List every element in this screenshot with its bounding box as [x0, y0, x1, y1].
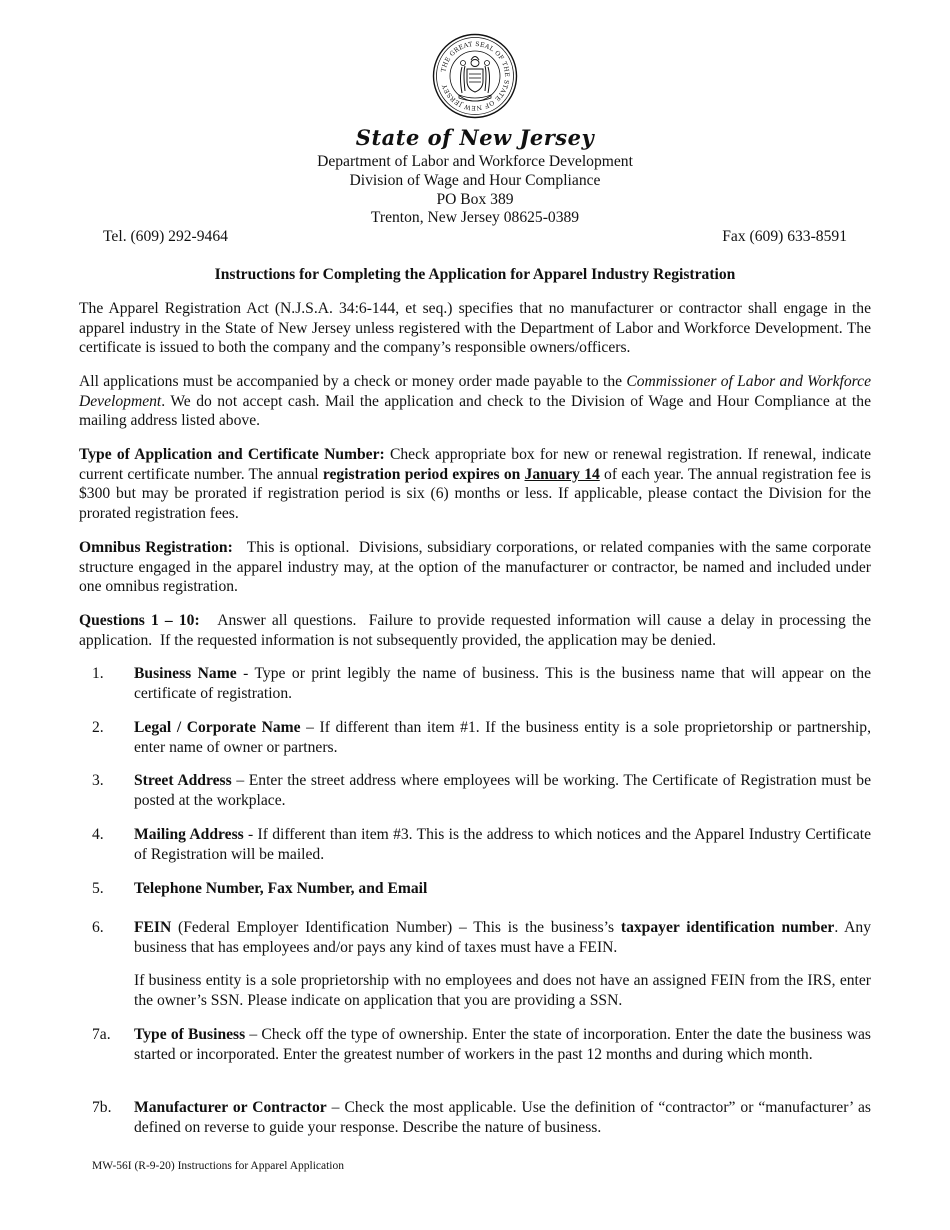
application-type-heading: Type of Application and Certificate Number:	[79, 446, 385, 463]
telephone-number: Tel. (609) 292-9464	[103, 228, 228, 245]
state-seal-icon	[432, 33, 518, 119]
application-type-text-b: of each year. The annual registration fee is $300 but may be prorated if registration period is six (6) months or less. If applicable, please contact the Division for the prorated registration fees.	[79, 465, 871, 522]
item-number: 7b.	[92, 1099, 112, 1116]
questions-text: Answer all questions. Failure to provide requested information will cause a delay in processing the application. If the requested information is not subsequently provided, the application may be denied.	[79, 612, 875, 649]
item-number: 2.	[92, 719, 104, 736]
intro-paragraph	[79, 299, 871, 358]
item-text: – Check off the type of ownership. Enter the state of incorporation. Enter the date the business was started or incorporated. Enter the greatest number of workers in the past 12 months and during which month.	[134, 1026, 871, 1063]
form-footer: MW-56I (R-9-20) Instructions for Apparel Application	[92, 1160, 344, 1172]
item-text: - If different than item #3. This is the address to which notices and the Apparel Industry Certificate of Registration will be mailed.	[134, 826, 871, 863]
intro-text: The Apparel Registration Act (N.J.S.A. 34:6-144, et seq.) specifies that no manufacturer or contractor shall engage in the apparel industry in the State of New Jersey unless registered with the Department of Labor and Workforce Development. The certificate is issued to both the company and the company’s responsible owners/officers.	[79, 300, 871, 357]
item-text: - Type or print legibly the name of business. This is the business name that will appear on the certificate of registration.	[134, 665, 871, 702]
item-text: – Enter the street address where employees will be working. The Certificate of Registration must be posted at the workplace.	[134, 772, 871, 809]
fax-number: Fax (609) 633-8591	[722, 228, 847, 245]
item-text: If business entity is a sole proprietorship with no employees and does not have an assigned FEIN from the IRS, enter the owner’s SSN. Please indicate on application that you are providing a SSN.	[134, 972, 871, 1009]
po-box: PO Box 389	[436, 191, 514, 208]
expiry-date: January 14	[524, 465, 600, 483]
item-text-b: . Any business that has employees and/or pays any kind of taxes must have a FEIN.	[134, 919, 871, 956]
item-heading: Mailing Address	[134, 826, 244, 843]
item-text: – Check the most applicable. Use the definition of “contractor” or “manufacturer’ as defined on reverse to guide your response. Describe the nature of business.	[134, 1099, 871, 1136]
item-number: 4.	[92, 826, 104, 843]
item-number: 6.	[92, 919, 104, 936]
division-name: Division of Wage and Hour Compliance	[349, 172, 601, 189]
payment-text-a: All applications must be accompanied by a check or money order made payable to the	[79, 373, 627, 390]
questions-heading: Questions 1 – 10:	[79, 612, 200, 629]
document-title: Instructions for Completing the Application for Apparel Industry Registration	[214, 266, 736, 283]
item-heading: Manufacturer or Contractor	[134, 1099, 327, 1116]
payee-name: Commissioner of Labor and Workforce Development	[79, 373, 871, 410]
item-text-a: (Federal Employer Identification Number) – This is the business’s	[171, 919, 621, 936]
expiry-bold-text: registration period expires on	[322, 465, 525, 483]
payment-text-b: . We do not accept cash. Mail the application and check to the Division of Wage and Hour Compliance at the mailing address listed above.	[79, 392, 871, 430]
omnibus-text: This is optional. Divisions, subsidiary corporations, or related companies with the same corporate structure engaged in the apparel industry may, at the option of the manufacturer or contractor, be named and included under one omnibus registration.	[79, 539, 875, 596]
item-number: 1.	[92, 665, 104, 682]
city-address: Trenton, New Jersey 08625-0389	[370, 209, 580, 226]
item-number: 7a.	[92, 1026, 111, 1043]
item-heading: Legal / Corporate Name	[134, 719, 301, 736]
item-heading: Street Address	[134, 772, 232, 789]
omnibus-heading: Omnibus Registration:	[79, 539, 233, 556]
item-number: 5.	[92, 880, 104, 897]
omnibus-paragraph	[79, 538, 875, 597]
item-text: – If different than item #1. If the business entity is a sole proprietorship or partnership, enter name of owner or partners.	[134, 719, 871, 756]
item-heading: Telephone Number, Fax Number, and Email	[134, 880, 428, 897]
questions-paragraph	[79, 611, 875, 650]
seal-lettering: THE GREAT SEAL OF THE STATE OF NEW JERSEY	[440, 40, 511, 112]
item-heading: Business Name	[134, 665, 237, 682]
application-type-paragraph	[79, 445, 871, 523]
state-title: State of New Jersey	[355, 125, 595, 150]
item-number: 3.	[92, 772, 104, 789]
application-type-text-a: Check appropriate box for new or renewal registration. If renewal, indicate current certificate number. The annual	[79, 446, 872, 483]
payment-paragraph	[79, 372, 871, 431]
item-heading: FEIN	[134, 919, 172, 936]
item-heading: Type of Business	[134, 1026, 246, 1043]
item-bold-term: taxpayer identification number	[620, 919, 835, 936]
department-name: Department of Labor and Workforce Development	[317, 153, 633, 170]
